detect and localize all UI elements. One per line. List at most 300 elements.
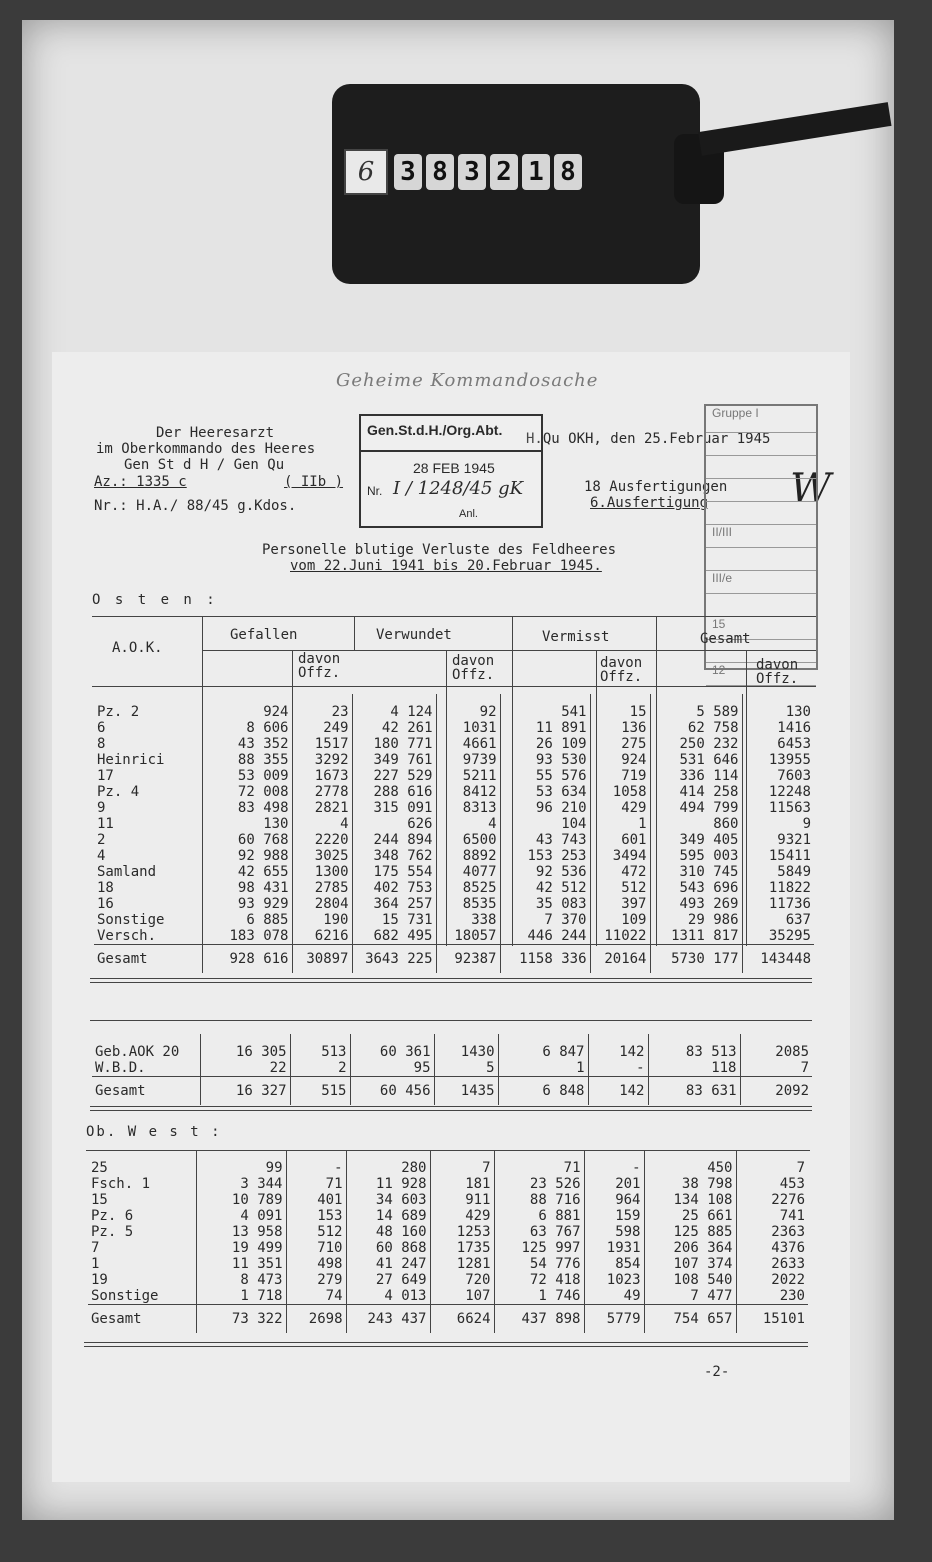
table-cell: 3292 <box>292 752 352 768</box>
table-cell: 249 <box>292 720 352 736</box>
table-cell: 1673 <box>292 768 352 784</box>
file-reference-dept: ( IIb ) <box>284 474 344 490</box>
table-cell: 7 370 <box>500 912 590 928</box>
row-label: Heinrici <box>97 752 165 768</box>
table-cell: 2085 <box>740 1034 812 1060</box>
mitte-top-rule <box>90 1020 812 1021</box>
table-cell: 250 232 <box>650 736 742 752</box>
table-cell: 543 696 <box>650 880 742 896</box>
grid-cell <box>706 479 816 502</box>
table-cell: 35 083 <box>500 896 590 912</box>
table-cell: 402 753 <box>352 880 436 896</box>
table-cell: 6 847 <box>498 1034 588 1060</box>
table-cell: 125 885 <box>644 1224 736 1240</box>
table-cell: 498 <box>286 1256 346 1272</box>
counter-digit: 2 <box>490 154 518 190</box>
table-cell: 18057 <box>436 928 500 945</box>
table-cell: 53 009 <box>202 768 292 784</box>
total-cell: 30897 <box>292 945 352 974</box>
header-col-divider <box>354 616 355 650</box>
table-cell: 95 <box>350 1060 434 1077</box>
table-cell: 531 646 <box>650 752 742 768</box>
document-number: Nr.: H.A./ 88/45 g.Kdos. <box>94 498 297 514</box>
table-cell: 8313 <box>436 800 500 816</box>
column-header-verwundet: Verwundet <box>376 627 452 643</box>
table-cell: 446 244 <box>500 928 590 945</box>
table-cell: 1058 <box>590 784 650 800</box>
table-row <box>94 768 814 784</box>
table-cell: 512 <box>286 1224 346 1240</box>
grid-cell <box>706 548 816 571</box>
document-title-line-2: vom 22.Juni 1941 bis 20.Februar 1945. <box>290 558 602 574</box>
table-cell: 9739 <box>436 752 500 768</box>
total-cell: 5779 <box>584 1305 644 1334</box>
table-cell: 13 958 <box>196 1224 286 1240</box>
table-cell: 25 661 <box>644 1208 736 1224</box>
total-row <box>88 1305 808 1334</box>
row-label: Pz. 5 <box>91 1224 134 1240</box>
table-cell: 8535 <box>436 896 500 912</box>
table-cell: 2804 <box>292 896 352 912</box>
row-label: W.B.D. <box>95 1060 146 1076</box>
stamp-office: Gen.St.d.H./Org.Abt. <box>367 422 503 438</box>
table-cell: 60 868 <box>346 1240 430 1256</box>
table-cell: 11022 <box>590 928 650 945</box>
table-cell: 8 473 <box>196 1272 286 1288</box>
table-cell: 14 689 <box>346 1208 430 1224</box>
table-cell: 9 <box>742 816 814 832</box>
table-cell: 338 <box>436 912 500 928</box>
table-cell: 401 <box>286 1192 346 1208</box>
grid-cell <box>706 433 816 456</box>
table-cell: 601 <box>590 832 650 848</box>
total-cell: 243 437 <box>346 1305 430 1334</box>
table-cell: 9321 <box>742 832 814 848</box>
grid-cell: Gruppe I <box>706 406 816 433</box>
column-header-davon-offz: davon Offz. <box>452 653 495 683</box>
table-cell: 429 <box>590 800 650 816</box>
table-row <box>94 720 814 736</box>
classification-mark: Geheime Kommandosache <box>336 370 599 391</box>
table-cell: 29 986 <box>650 912 742 928</box>
table-cell: 42 261 <box>352 720 436 736</box>
table-cell: 6500 <box>436 832 500 848</box>
table-cell: 27 649 <box>346 1272 430 1288</box>
table-cell: 153 253 <box>500 848 590 864</box>
table-cell: 8525 <box>436 880 500 896</box>
total-label: Gesamt <box>92 1077 200 1106</box>
total-cell: 754 657 <box>644 1305 736 1334</box>
table-row <box>94 752 814 768</box>
total-cell: 2698 <box>286 1305 346 1334</box>
table-cell: 6216 <box>292 928 352 945</box>
table-cell: 364 257 <box>352 896 436 912</box>
table-cell: 55 576 <box>500 768 590 784</box>
table-cell: 4 <box>436 816 500 832</box>
table-row <box>94 880 814 896</box>
table-cell: 8892 <box>436 848 500 864</box>
table-row <box>88 1256 808 1272</box>
row-label: 15 <box>91 1192 108 1208</box>
table-cell: 4 124 <box>352 694 436 720</box>
table-cell: 3025 <box>292 848 352 864</box>
table-cell: 136 <box>590 720 650 736</box>
table-cell: 10 789 <box>196 1192 286 1208</box>
table-cell: 2633 <box>736 1256 808 1272</box>
table-cell: 11 351 <box>196 1256 286 1272</box>
row-label: Pz. 4 <box>97 784 140 800</box>
table-cell: 130 <box>742 694 814 720</box>
table-cell: 23 526 <box>494 1176 584 1192</box>
row-label: 19 <box>91 1272 108 1288</box>
table-cell: 230 <box>736 1288 808 1305</box>
table-cell: 8412 <box>436 784 500 800</box>
table-cell: 104 <box>500 816 590 832</box>
table-cell: 201 <box>584 1176 644 1192</box>
table-cell: 6 885 <box>202 912 292 928</box>
west-table <box>88 1150 808 1333</box>
table-row <box>92 1034 812 1060</box>
row-label: 25 <box>91 1160 108 1176</box>
row-label: 9 <box>97 800 106 816</box>
table-cell: 227 529 <box>352 768 436 784</box>
table-cell: 11822 <box>742 880 814 896</box>
table-cell: 92 <box>436 694 500 720</box>
table-cell: 310 745 <box>650 864 742 880</box>
copies-count: 18 Ausfertigungen <box>584 479 728 495</box>
table-cell: 71 <box>286 1176 346 1192</box>
table-cell: 93 929 <box>202 896 292 912</box>
sender-line-2: im Oberkommando des Heeres <box>96 441 316 457</box>
table-cell: 414 258 <box>650 784 742 800</box>
table-cell: 159 <box>584 1208 644 1224</box>
row-label: 7 <box>91 1240 100 1256</box>
header-top-rule <box>92 616 816 617</box>
table-cell: 7 <box>740 1060 812 1077</box>
osten-table <box>94 694 814 973</box>
total-cell: 5730 177 <box>650 945 742 974</box>
table-cell: 1735 <box>430 1240 494 1256</box>
table-cell: 183 078 <box>202 928 292 945</box>
table-cell: 719 <box>590 768 650 784</box>
table-cell: 130 <box>202 816 292 832</box>
table-row <box>94 736 814 752</box>
table-cell: 181 <box>430 1176 494 1192</box>
total-cell: 515 <box>290 1077 350 1106</box>
row-label: 6 <box>97 720 106 736</box>
table-cell: 720 <box>430 1272 494 1288</box>
stamp-nr-value: I / 1248/45 gK <box>393 478 524 499</box>
table-cell: 16 305 <box>200 1034 290 1060</box>
table-cell: 49 <box>584 1288 644 1305</box>
table-cell: 38 798 <box>644 1176 736 1192</box>
west-total-double-rule <box>84 1342 808 1347</box>
total-cell: 1435 <box>434 1077 498 1106</box>
counter-digit: 8 <box>426 154 454 190</box>
table-cell: 1416 <box>742 720 814 736</box>
table-cell: 88 716 <box>494 1192 584 1208</box>
row-label: 11 <box>97 816 114 832</box>
table-cell: 924 <box>202 694 292 720</box>
row-label: 16 <box>97 896 114 912</box>
table-cell: 2276 <box>736 1192 808 1208</box>
counter-digits <box>394 154 582 190</box>
table-cell: 71 <box>494 1150 584 1176</box>
table-row <box>92 1060 812 1077</box>
table-cell: 1311 817 <box>650 928 742 945</box>
table-cell: 35295 <box>742 928 814 945</box>
table-cell: 11563 <box>742 800 814 816</box>
table-cell: 99 <box>196 1150 286 1176</box>
grid-cell: 15 <box>706 617 816 640</box>
table-cell: 125 997 <box>494 1240 584 1256</box>
stamp-nr-label: Nr. <box>367 484 383 498</box>
column-header-davon-offz: davon Offz. <box>298 651 341 681</box>
table-cell: 6453 <box>742 736 814 752</box>
total-cell: 142 <box>588 1077 648 1106</box>
table-cell: 15 731 <box>352 912 436 928</box>
sender-line-1: Der Heeresarzt <box>156 425 275 441</box>
row-label: 1 <box>91 1256 100 1272</box>
table-cell: 349 761 <box>352 752 436 768</box>
grid-cell: II/III <box>706 525 816 548</box>
row-label: 18 <box>97 880 114 896</box>
table-cell: 43 743 <box>500 832 590 848</box>
table-cell: 53 634 <box>500 784 590 800</box>
total-cell: 6624 <box>430 1305 494 1334</box>
table-cell: 11 928 <box>346 1176 430 1192</box>
table-cell: 5 589 <box>650 694 742 720</box>
row-label: Pz. 6 <box>91 1208 134 1224</box>
table-row <box>88 1240 808 1256</box>
row-label: Versch. <box>97 928 157 944</box>
table-cell: 1253 <box>430 1224 494 1240</box>
table-cell: 3494 <box>590 848 650 864</box>
table-cell: 13955 <box>742 752 814 768</box>
table-cell: 153 <box>286 1208 346 1224</box>
table-cell: 598 <box>584 1224 644 1240</box>
table-row <box>94 896 814 912</box>
total-cell: 73 322 <box>196 1305 286 1334</box>
total-cell: 6 848 <box>498 1077 588 1106</box>
frame-counter-device <box>332 84 700 284</box>
table-cell: 11736 <box>742 896 814 912</box>
table-cell: 2022 <box>736 1272 808 1288</box>
table-cell: 15411 <box>742 848 814 864</box>
table-row <box>94 800 814 816</box>
table-cell: 142 <box>588 1034 648 1060</box>
table-row <box>88 1192 808 1208</box>
table-cell: 397 <box>590 896 650 912</box>
table-cell: 512 <box>590 880 650 896</box>
table-row <box>94 832 814 848</box>
table-cell: 494 799 <box>650 800 742 816</box>
table-cell: 54 776 <box>494 1256 584 1272</box>
table-cell: 7 <box>736 1150 808 1176</box>
grid-cell: 12 <box>706 663 816 686</box>
row-label: Samland <box>97 864 157 880</box>
table-cell: 682 495 <box>352 928 436 945</box>
table-cell: 513 <box>290 1034 350 1060</box>
stamp-divider <box>361 450 541 452</box>
table-cell: 5849 <box>742 864 814 880</box>
counter-digit: 3 <box>458 154 486 190</box>
grid-cell <box>706 456 816 479</box>
table-cell: 8 606 <box>202 720 292 736</box>
table-cell: 472 <box>590 864 650 880</box>
table-cell: 12248 <box>742 784 814 800</box>
table-cell: 180 771 <box>352 736 436 752</box>
table-cell: 43 352 <box>202 736 292 752</box>
table-cell: - <box>588 1060 648 1077</box>
column-header-davon-offz: davon Offz. <box>600 655 643 685</box>
table-cell: 109 <box>590 912 650 928</box>
copy-number: 6.Ausfertigung <box>590 495 709 511</box>
stamp-date: 28 FEB 1945 <box>413 460 495 476</box>
table-cell: 429 <box>430 1208 494 1224</box>
total-cell: 3643 225 <box>352 945 436 974</box>
table-row <box>88 1224 808 1240</box>
table-cell: 88 355 <box>202 752 292 768</box>
table-cell: 118 <box>648 1060 740 1077</box>
table-cell: 206 364 <box>644 1240 736 1256</box>
table-cell: 2220 <box>292 832 352 848</box>
table-cell: 911 <box>430 1192 494 1208</box>
table-row <box>88 1150 808 1176</box>
table-cell: 107 374 <box>644 1256 736 1272</box>
table-row <box>88 1288 808 1305</box>
table-cell: 2778 <box>292 784 352 800</box>
sender-line-3: Gen St d H / Gen Qu <box>124 457 285 473</box>
table-cell: 23 <box>292 694 352 720</box>
grid-cell <box>706 594 816 617</box>
row-label: Fsch. 1 <box>91 1176 151 1192</box>
table-cell: 595 003 <box>650 848 742 864</box>
table-cell: 964 <box>584 1192 644 1208</box>
table-cell: 3 344 <box>196 1176 286 1192</box>
total-cell: 437 898 <box>494 1305 584 1334</box>
table-row <box>88 1208 808 1224</box>
table-cell: 710 <box>286 1240 346 1256</box>
table-cell: 1281 <box>430 1256 494 1272</box>
table-cell: 1430 <box>434 1034 498 1060</box>
table-cell: 5 <box>434 1060 498 1077</box>
counter-prefix: 6 <box>344 149 388 195</box>
table-cell: 60 768 <box>202 832 292 848</box>
table-cell: 2 <box>290 1060 350 1077</box>
total-cell: 928 616 <box>202 945 292 974</box>
table-row <box>94 816 814 832</box>
table-cell: 83 498 <box>202 800 292 816</box>
total-row <box>92 1077 812 1106</box>
table-cell: 22 <box>200 1060 290 1077</box>
table-cell: 34 603 <box>346 1192 430 1208</box>
table-cell: 315 091 <box>352 800 436 816</box>
table-cell: 4661 <box>436 736 500 752</box>
table-cell: 854 <box>584 1256 644 1272</box>
table-cell: 4 <box>292 816 352 832</box>
table-cell: 2363 <box>736 1224 808 1240</box>
grid-cell <box>706 502 816 525</box>
table-cell: 1031 <box>436 720 500 736</box>
column-header-gefallen: Gefallen <box>230 627 298 643</box>
table-row <box>94 912 814 928</box>
table-cell: 26 109 <box>500 736 590 752</box>
table-cell: 7603 <box>742 768 814 784</box>
table-cell: 1300 <box>292 864 352 880</box>
handwritten-signature: W <box>790 466 832 512</box>
total-label: Gesamt <box>94 945 202 974</box>
section-label-west: Ob. W e s t : <box>86 1124 222 1140</box>
row-label: Pz. 2 <box>97 704 140 720</box>
table-cell: 83 513 <box>648 1034 740 1060</box>
table-cell: 92 988 <box>202 848 292 864</box>
total-label: Gesamt <box>88 1305 196 1334</box>
table-cell: - <box>584 1150 644 1176</box>
table-cell: 493 269 <box>650 896 742 912</box>
file-reference: Az.: 1335 c <box>94 474 187 490</box>
table-cell: 450 <box>644 1150 736 1176</box>
column-header-gesamt: Gesamt <box>700 631 751 647</box>
row-label: Sonstige <box>91 1288 159 1304</box>
table-cell: 63 767 <box>494 1224 584 1240</box>
table-cell: 275 <box>590 736 650 752</box>
table-cell: 108 540 <box>644 1272 736 1288</box>
table-row <box>88 1272 808 1288</box>
table-cell: 453 <box>736 1176 808 1192</box>
table-cell: 336 114 <box>650 768 742 784</box>
table-row <box>88 1176 808 1192</box>
osten-total-double-rule <box>90 978 812 983</box>
table-cell: 1517 <box>292 736 352 752</box>
table-cell: 244 894 <box>352 832 436 848</box>
table-cell: 190 <box>292 912 352 928</box>
total-cell: 20164 <box>590 945 650 974</box>
total-row <box>94 945 814 974</box>
table-row <box>94 864 814 880</box>
table-cell: 349 405 <box>650 832 742 848</box>
table-cell: 637 <box>742 912 814 928</box>
grid-cell: III/e <box>706 571 816 594</box>
table-cell: 4376 <box>736 1240 808 1256</box>
table-cell: 175 554 <box>352 864 436 880</box>
table-cell: 48 160 <box>346 1224 430 1240</box>
stamp-anl-label: Anl. <box>459 508 478 520</box>
table-cell: 860 <box>650 816 742 832</box>
table-cell: 41 247 <box>346 1256 430 1272</box>
row-label: 17 <box>97 768 114 784</box>
table-cell: 280 <box>346 1150 430 1176</box>
table-cell: 134 108 <box>644 1192 736 1208</box>
row-label: 8 <box>97 736 106 752</box>
table-row <box>94 848 814 864</box>
header-bottom-rule <box>92 686 816 687</box>
table-cell: 7 477 <box>644 1288 736 1305</box>
table-cell: 62 758 <box>650 720 742 736</box>
received-stamp <box>359 414 543 528</box>
table-cell: 4 013 <box>346 1288 430 1305</box>
mitte-table <box>92 1034 812 1105</box>
total-cell: 16 327 <box>200 1077 290 1106</box>
table-cell: 96 210 <box>500 800 590 816</box>
table-cell: - <box>286 1150 346 1176</box>
counter-window <box>344 144 616 200</box>
table-cell: 93 530 <box>500 752 590 768</box>
document-title-line-1: Personelle blutige Verluste des Feldheeres <box>262 542 617 558</box>
table-cell: 2821 <box>292 800 352 816</box>
page-number: -2- <box>704 1364 730 1380</box>
total-cell: 92387 <box>436 945 500 974</box>
